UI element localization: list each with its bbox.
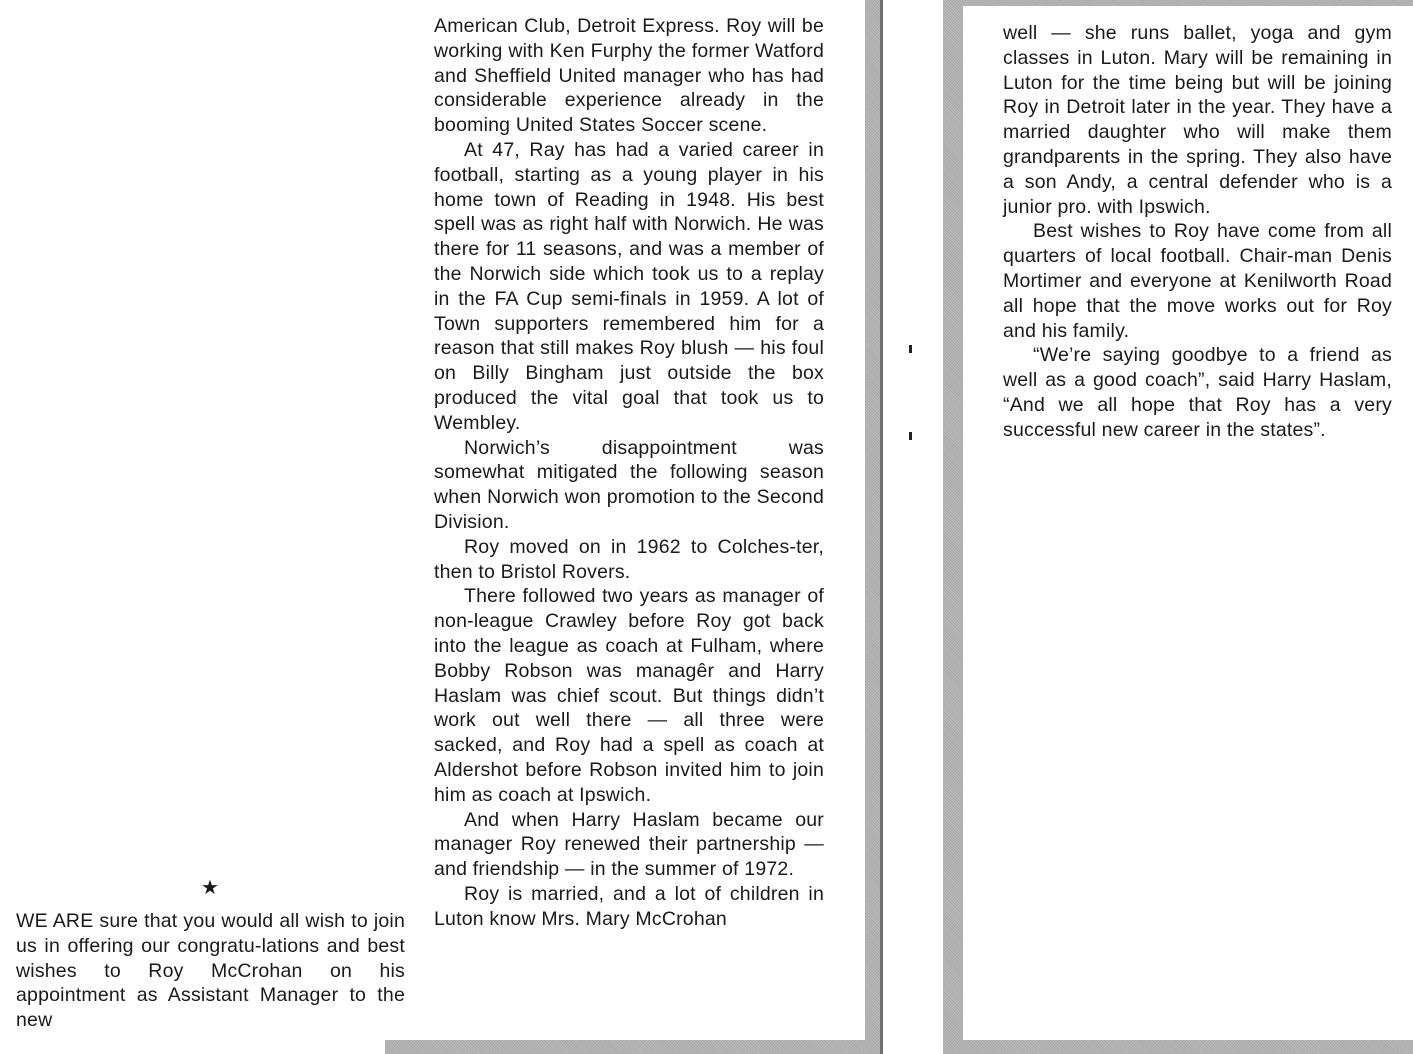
article-paragraph: There followed two years as manager of non-league Crawley before Roy got back into the league as coach at Fulham, where Bobby Robson was managêr and Harry Haslam was chief scout. But things didn’t work out well there — all three were sacked, and Roy had a spell as coach at Aldershot before Robson invited him to join him as coach at Ipswich. (434, 585, 824, 806)
page-gutter (883, 0, 943, 1054)
article-paragraph: Roy moved on in 1962 to Colches-ter, then to Bristol Rovers. (434, 535, 824, 583)
left-page-margin (0, 0, 385, 1054)
right-article-column (1003, 21, 1392, 443)
article-paragraph: “We’re saying goodbye to a friend as well as a good coach”, said Harry Haslam, “And we all hope that Roy has a very successful new career in the states”. (1003, 344, 1392, 441)
article-paragraph: American Club, Detroit Express. Roy will be working with Ken Furphy the former Watford and Sheffield United manager who has had considerable experience already in the booming United States Soccer scene. (434, 15, 824, 137)
left-article-column (16, 909, 405, 1033)
article-paragraph: And when Harry Haslam became our manager Roy renewed their partnership — and friendship — in the summer of 1972. (434, 808, 824, 881)
article-paragraph: Best wishes to Roy have come from all quarters of local football. Chair-man Denis Mortimer and everyone at Kenilworth Road all hope that the move works out for Roy and his family. (1003, 220, 1392, 342)
gutter-mark (909, 345, 912, 353)
star-ornament: ★ (201, 877, 219, 899)
article-intro-paragraph: WE ARE sure that you would all wish to join us in offering our congratu-lations and best wishes to Roy McCrohan on his appointment as Assistant Manager to the new (16, 910, 405, 1032)
middle-article-column (434, 14, 824, 931)
gutter-mark (909, 432, 912, 440)
article-paragraph: Roy is married, and a lot of children in Luton know Mrs. Mary McCrohan (434, 882, 824, 930)
article-paragraph: Norwich’s disappointment was somewhat mitigated the following season when Norwich won promotion to the Second Division. (434, 436, 824, 533)
article-paragraph: At 47, Ray has had a varied career in football, starting as a young player in his home town of Reading in 1948. His best spell was as right half with Norwich. He was there for 11 seasons, and was a member of the Norwich side which took us to a replay in the FA Cup semi-finals in 1959. A lot of Town supporters remembered him for a reason that still makes Roy blush — his foul on Billy Bingham just outside the box produced the vital goal that took us to Wembley. (434, 138, 824, 434)
article-paragraph: well — she runs ballet, yoga and gym classes in Luton. Mary will be remaining in Luton for the time being but will be joining Roy in Detroit later in the year. They have a married daughter who will make them grandparents in the spring. They also have a son Andy, a central defender who is a junior pro. with Ipswich. (1003, 22, 1392, 218)
